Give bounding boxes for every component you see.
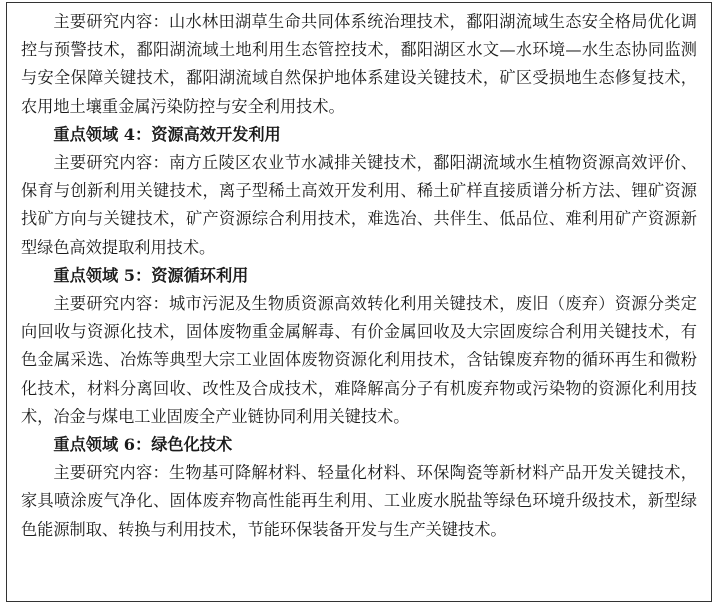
section-5-body: 城市污泥及生物质资源高效转化利用关键技术，废旧（废弃）资源分类定向回收与资源化技术，固体废物重金属解毒、有价金属回收及大宗固废综合利用关键技术，有色金属采选、冶炼等典型大宗工业固体废物资源化利用技术，含钴镍废弃物的循环再生和微粉化技术，材料分离回收、改性及合成技术，难降解高分子有机废弃物或污染物的资源化利用技术，冶金与煤电工业固废全产业链协同利用关键技术。	[21, 294, 697, 426]
section-6-lead: 主要研究内容：	[53, 463, 169, 483]
section-5-content	[21, 290, 697, 431]
section-4-lead: 主要研究内容：	[53, 153, 169, 173]
document-frame	[6, 2, 712, 602]
section-1-lead: 主要研究内容：	[53, 12, 169, 31]
section-5-lead: 主要研究内容：	[53, 294, 169, 314]
section-5-heading: 重点领域 5：资源循环利用	[53, 265, 249, 285]
section-1-content	[21, 8, 697, 121]
section-6-body: 生物基可降解材料、轻量化材料、环保陶瓷等新材料产品开发关键技术，家具喷涂废气净化、固体废弃物高性能再生利用、工业废水脱盐等绿色环境升级技术，新型绿色能源制取、转换与利用技术，节能环保装备开发与生产关键技术。	[21, 463, 697, 539]
section-4-body: 南方丘陵区农业节水减排关键技术，鄱阳湖流域水生植物资源高效评价、保育与创新利用关键技术，离子型稀土高效开发利用、稀土矿样直接质谱分析方法、锂矿资源找矿方向与关键技术，矿产资源综合利用技术，难选冶、共伴生、低品位、难利用矿产资源新型绿色高效提取利用技术。	[21, 153, 697, 257]
section-4-content	[21, 149, 697, 262]
section-6-heading: 重点领域 6：绿色化技术	[53, 435, 233, 455]
section-1-body: 山水林田湖草生命共同体系统治理技术，鄱阳湖流域生态安全格局优化调控与预警技术，鄱阳湖流域土地利用生态管控技术，鄱阳湖区水文—水环境—水生态协同监测与安全保障关键技术，鄱阳湖流域自然保护地体系建设关键技术，矿区受损地生态修复技术，农用地土壤重金属污染防控与安全利用技术。	[21, 12, 697, 116]
section-4-heading: 重点领域 4：资源高效开发利用	[53, 124, 281, 144]
section-6-content	[21, 459, 697, 544]
